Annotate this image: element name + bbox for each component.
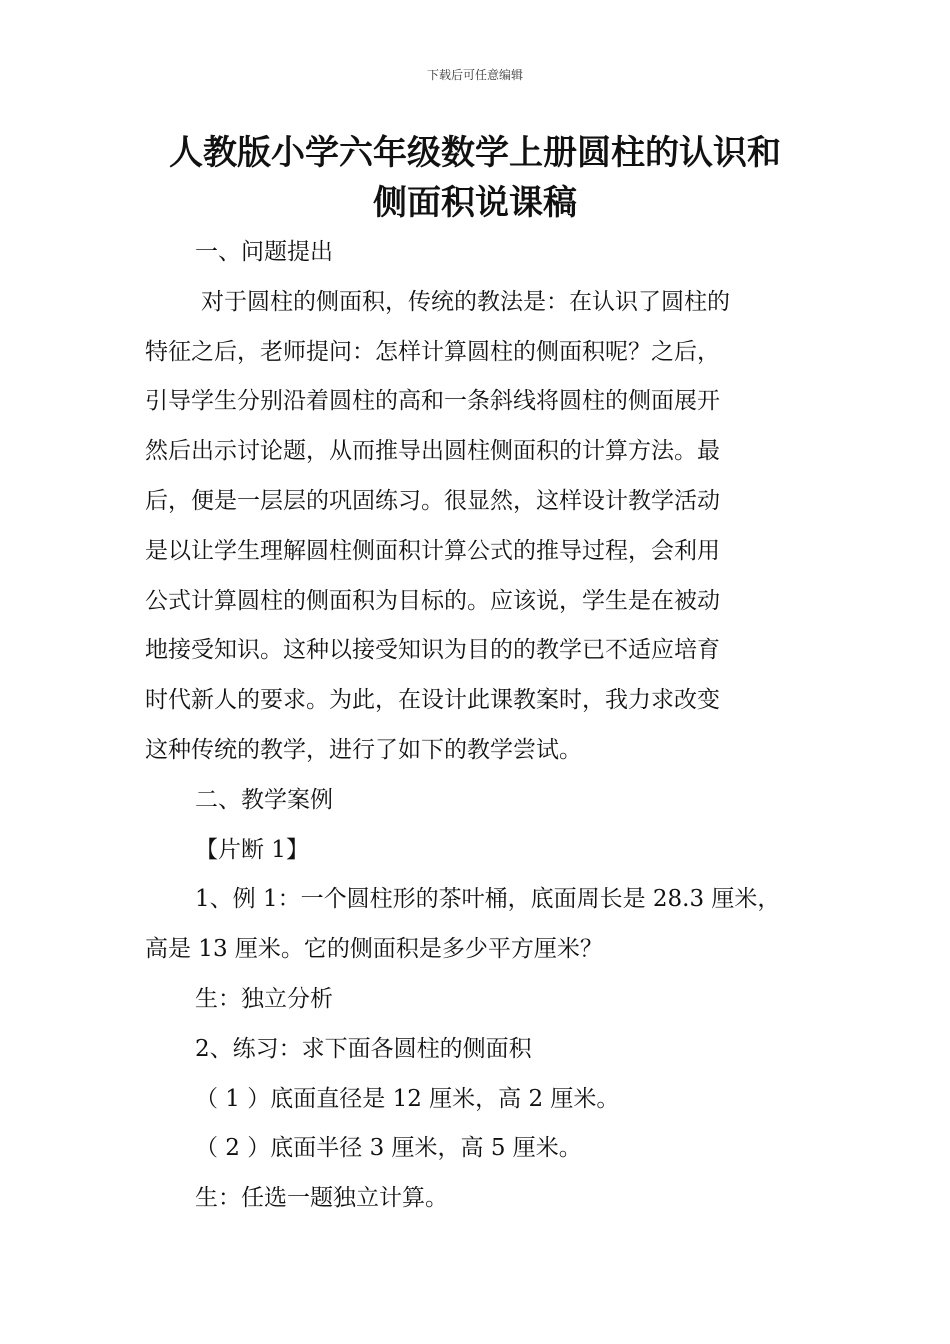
paragraph-line: 后，便是一层层的巩固练习。很显然，这样设计教学活动 bbox=[145, 487, 720, 514]
exercise-item-2: （ 2 ）底面半径 3 厘米，高 5 厘米。 bbox=[195, 1135, 582, 1162]
paragraph-line: 对于圆柱的侧面积，传统的教法是：在认识了圆柱的 bbox=[201, 288, 730, 315]
paragraph-line: 特征之后，老师提问：怎样计算圆柱的侧面积呢？之后， bbox=[145, 338, 720, 365]
header-note: 下载后可任意编辑 bbox=[426, 68, 523, 82]
paragraph-line: 然后出示讨论题，从而推导出圆柱侧面积的计算方法。最 bbox=[145, 438, 720, 465]
section-heading-problem: 一、问题提出 bbox=[195, 239, 333, 265]
paragraph-line: 公式计算圆柱的侧面积为目标的。应该说，学生是在被动 bbox=[145, 587, 720, 614]
exercise-heading: 2、练习：求下面各圆柱的侧面积 bbox=[195, 1035, 532, 1062]
paragraph-line: 引导学生分别沿着圆柱的高和一条斜线将圆柱的侧面展开 bbox=[145, 388, 720, 415]
example-line-2: 高是 13 厘米。它的侧面积是多少平方厘米？ bbox=[145, 936, 603, 963]
document-body bbox=[145, 228, 825, 1224]
student-analysis: 生：独立分析 bbox=[195, 985, 333, 1012]
student-calculation: 生：任选一题独立计算。 bbox=[195, 1185, 448, 1212]
paragraph-problem bbox=[145, 278, 825, 776]
section-heading-case: 二、教学案例 bbox=[195, 786, 333, 813]
paragraph-line: 时代新人的要求。为此，在设计此课教案时，我力求改变 bbox=[145, 687, 720, 714]
paragraph-line: 这种传统的教学，进行了如下的教学尝试。 bbox=[145, 736, 582, 763]
exercise-item-1: （ 1 ）底面直径是 12 厘米，高 2 厘米。 bbox=[195, 1085, 620, 1112]
paragraph-line: 地接受知识。这种以接受知识为目的的教学已不适应培育 bbox=[145, 637, 720, 664]
title-line-1: 人教版小学六年级数学上册圆柱的认识和 bbox=[169, 133, 781, 173]
title-line-2: 侧面积说课稿 bbox=[373, 183, 577, 223]
fragment-label: 【片断 1】 bbox=[195, 836, 309, 863]
example-line-1: 1、例 1：一个圆柱形的茶叶桶，底面周长是 28.3 厘米， bbox=[195, 886, 781, 913]
paragraph-line: 是以让学生理解圆柱侧面积计算公式的推导过程，会利用 bbox=[145, 537, 720, 564]
document-title bbox=[120, 128, 830, 228]
